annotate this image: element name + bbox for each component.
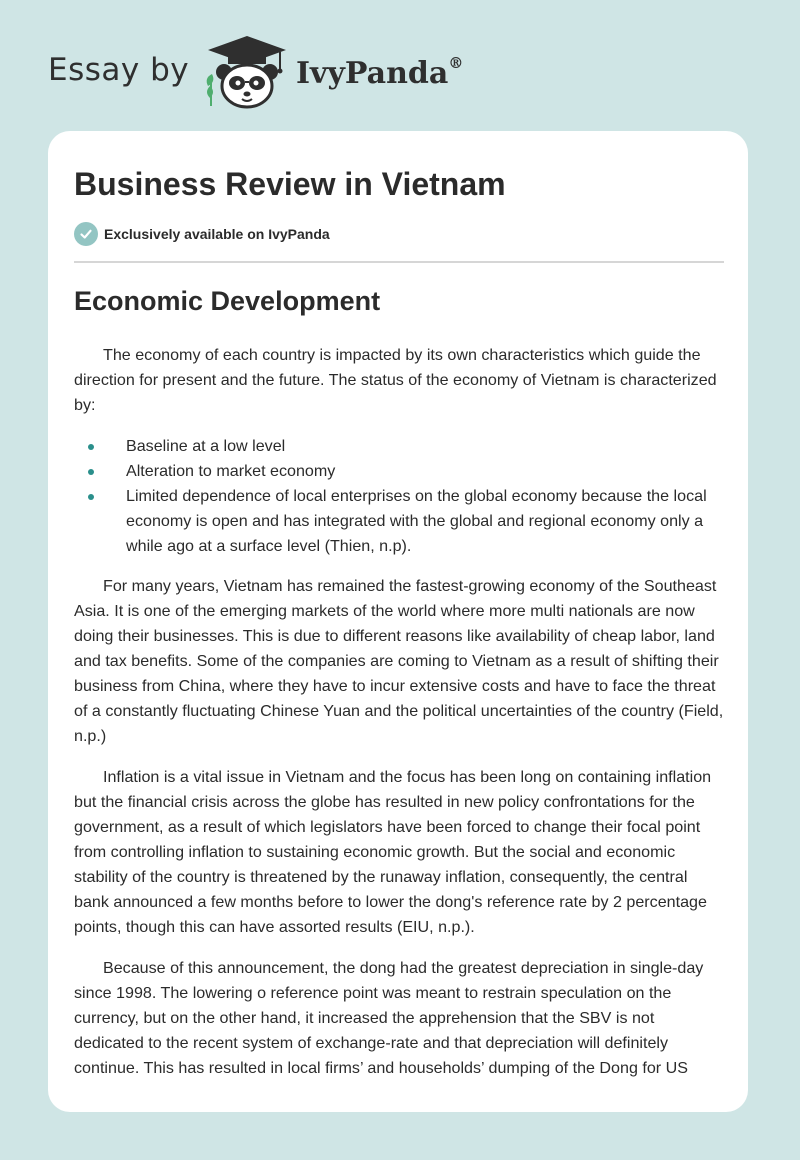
bullet-dot xyxy=(88,494,94,500)
site-header xyxy=(48,34,508,114)
body-paragraph: Inflation is a vital issue in Vietnam and the focus has been long on containing inflation but the financial crisis across the globe has resulted in new policy confrontations for the government, as a result of which legislators have been forced to change their focal point from controlling inflation to sustaining economic growth. But the social and economic stability of the country is threatened by the runaway inflation, consequently, the central bank announced a few months before to lower the dong's reference rate by 2 percentage points, though this can have assorted results (EIU, n.p.). xyxy=(74,768,712,936)
registered-mark: ® xyxy=(448,54,464,72)
panda-logo-icon xyxy=(202,34,292,110)
list-item-text: Baseline at a low level xyxy=(126,437,286,455)
body-paragraph: Because of this announcement, the dong had the greatest depreciation in single-day since 1998. The lowering o reference point was meant to restrain speculation on the currency, but on the other hand, it increased the apprehension that the SBV is not dedicated to the recent system of exchange-rate and that depreciation will definitely continue. This has resulted in local firms’ and households’ dumping of the Dong for US xyxy=(74,959,704,1077)
intro-paragraph: The economy of each country is impacted by its own characteristics which guide the direction for present and the future. The status of the economy of Vietnam is characterized by: xyxy=(74,346,717,414)
list-item-text: Limited dependence of local enterprises on the global economy because the local economy is open and has integrated with the global and regional economy only a while ago at a surface level (Thien, n.p). xyxy=(126,487,707,555)
body-paragraph: For many years, Vietnam has remained the fastest-growing economy of the Southeast Asia. It is one of the emerging markets of the world where more multi nationals are now doing their businesses. This is due to different reasons like availability of cheap labor, land and tax benefits. Some of the companies are coming to Vietnam as a result of shifting their business from China, where they have to incur extensive costs and have to face the threat of a constantly fluctuating Chinese Yuan and the political uncertainties of the country (Field, n.p.) xyxy=(74,577,724,745)
list-item-text: Alteration to market economy xyxy=(126,462,336,480)
bullet-list xyxy=(74,434,726,559)
essay-by-label: Essay by xyxy=(48,52,190,88)
check-circle-icon xyxy=(74,222,98,246)
exclusive-badge xyxy=(74,222,330,246)
article-body xyxy=(74,343,726,1097)
bullet-dot xyxy=(88,444,94,450)
brand-name: IvyPanda® xyxy=(296,54,464,91)
divider xyxy=(74,261,724,263)
page-title: Business Review in Vietnam xyxy=(74,166,506,202)
list-item xyxy=(74,459,726,484)
list-item xyxy=(74,434,726,459)
list-item xyxy=(74,484,726,559)
bullet-dot xyxy=(88,469,94,475)
essay-card xyxy=(48,131,748,1112)
exclusive-label: Exclusively available on IvyPanda xyxy=(104,226,330,242)
section-heading: Economic Development xyxy=(74,286,381,316)
